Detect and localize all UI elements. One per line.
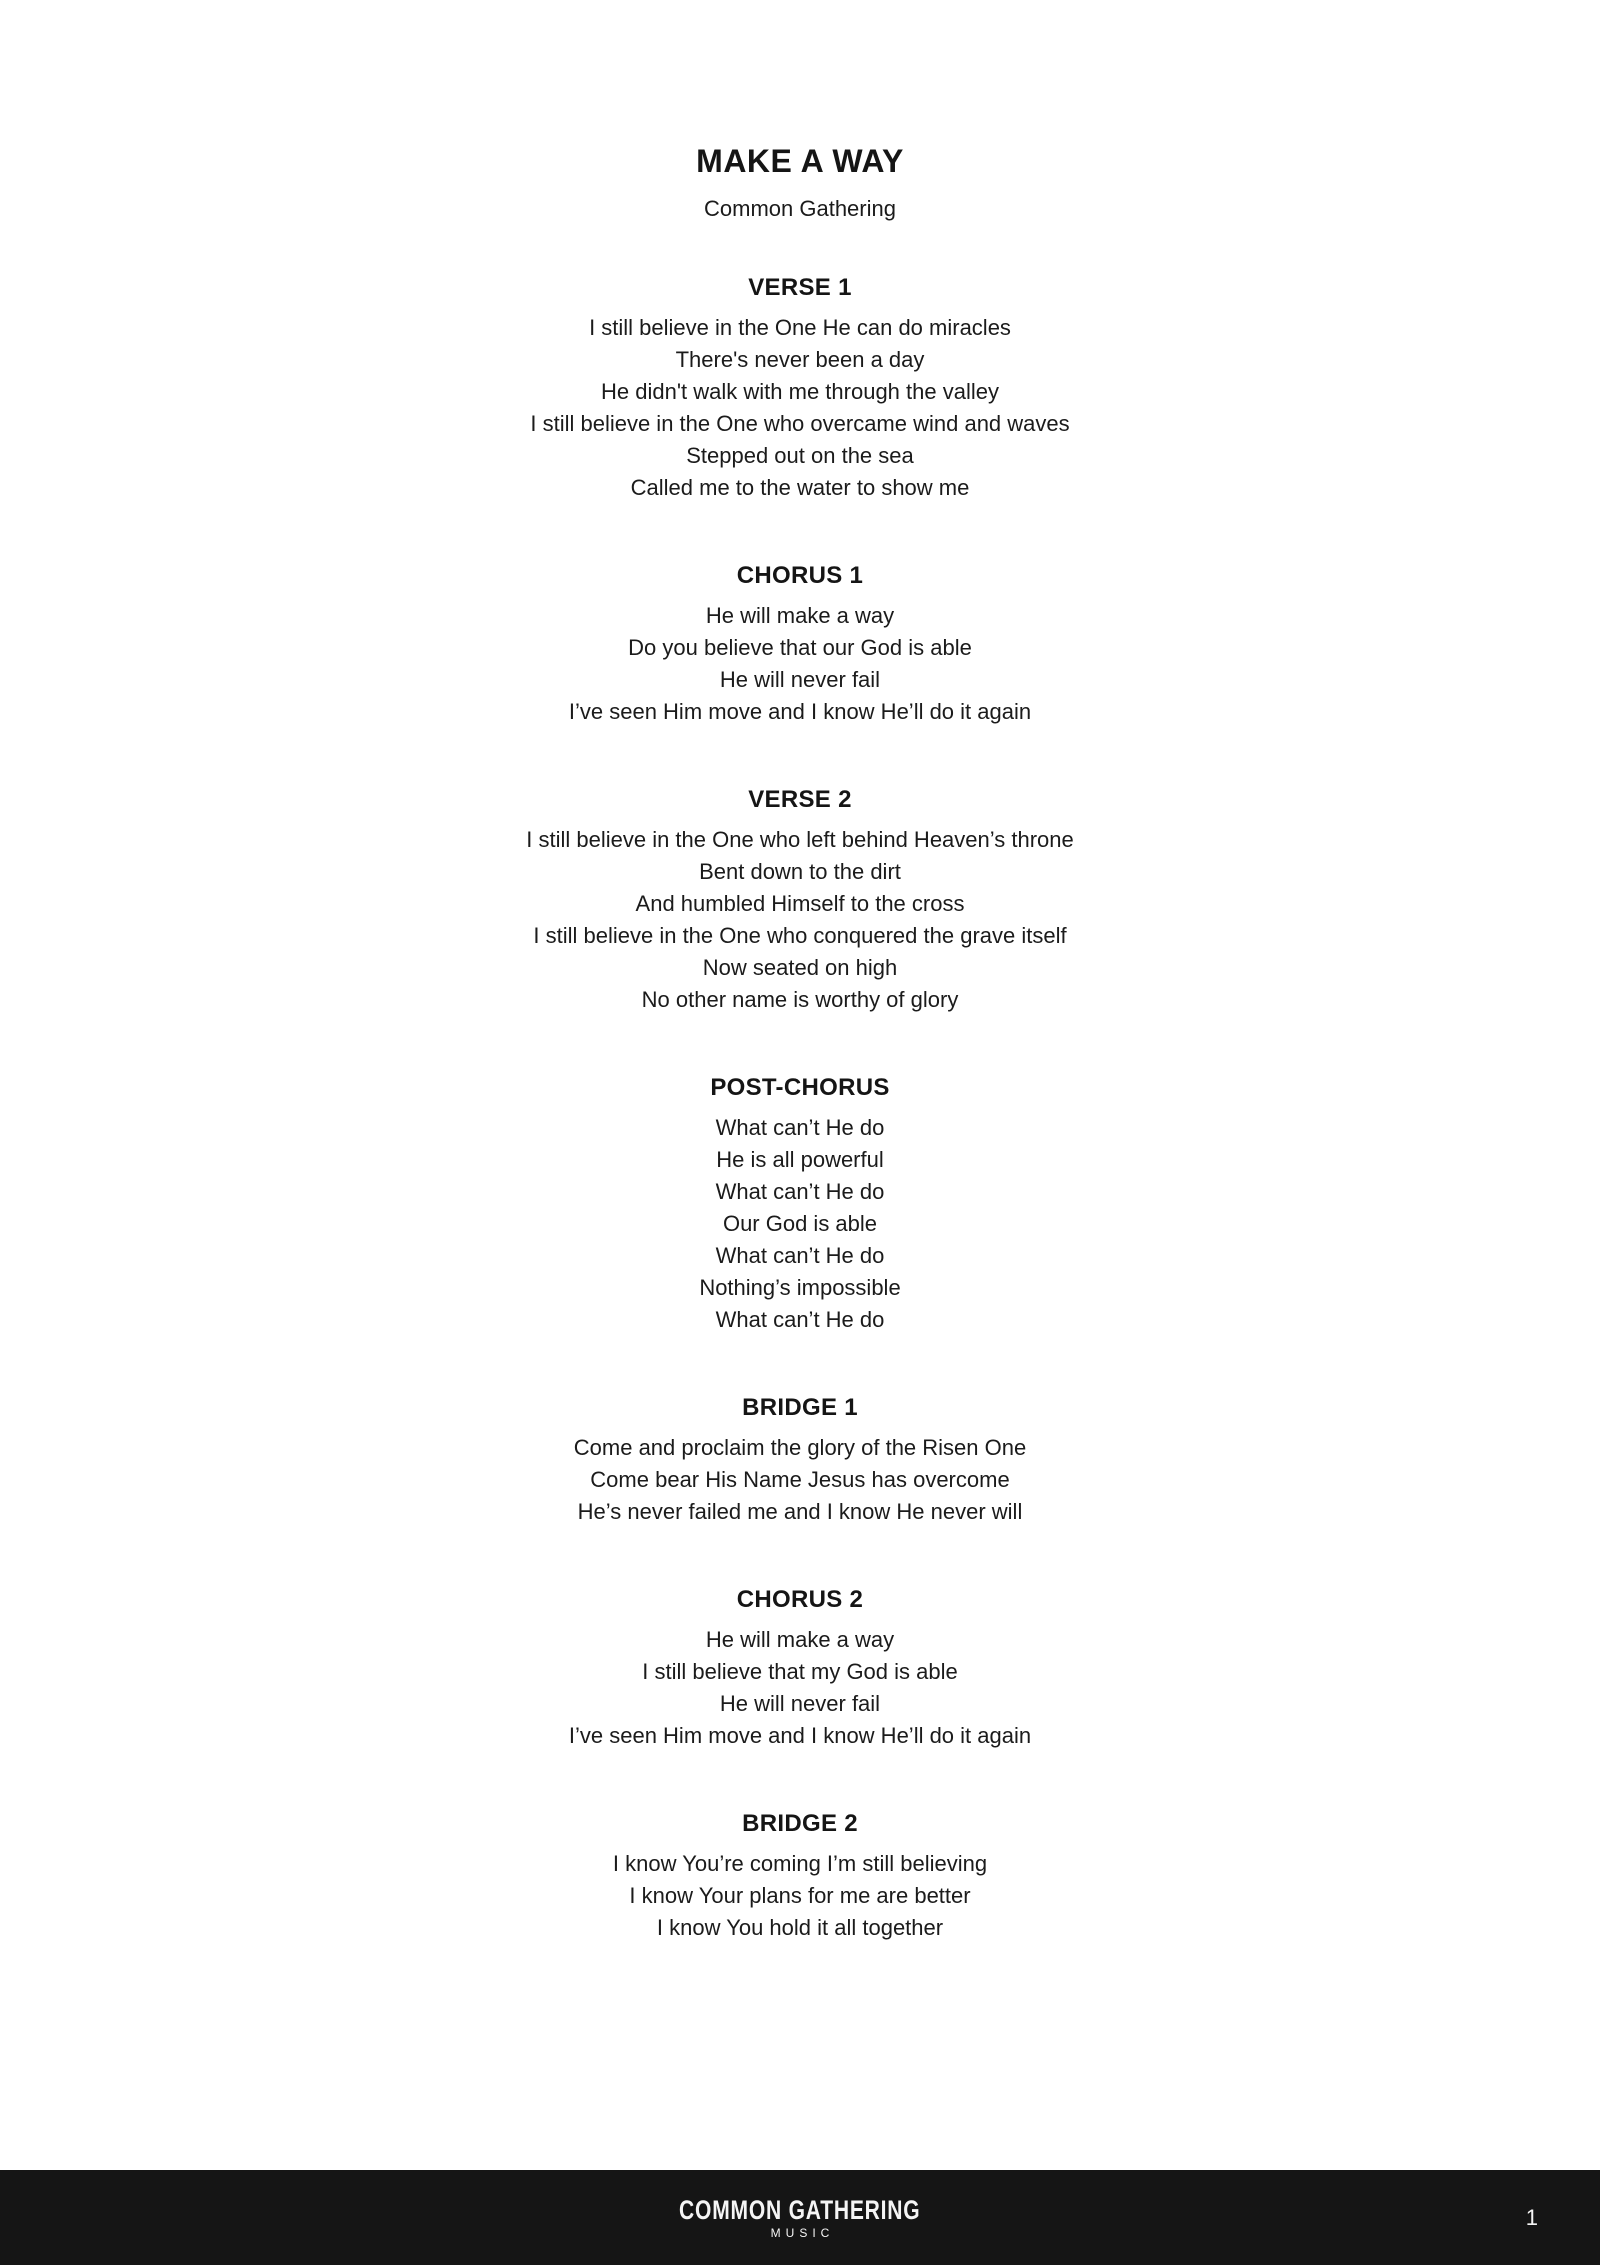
song-section [0, 272, 1600, 504]
song-artist: Common Gathering [704, 196, 896, 221]
song-section [0, 1584, 1600, 1752]
brand-logo [645, 2194, 954, 2240]
song-section [0, 1072, 1600, 1336]
section-header: VERSE 2 [748, 786, 852, 813]
lyric-line: I still believe that my God is able [642, 1659, 958, 1684]
song-section [0, 784, 1600, 1016]
lyric-line: He will never fail [719, 1691, 881, 1716]
section-header: BRIDGE 2 [742, 1810, 858, 1837]
lyrics-sections [0, 272, 1600, 1944]
lyric-line: Bent down to the dirt [699, 859, 901, 884]
lyric-line: What can’t He do [715, 1179, 885, 1204]
lyric-line: He didn't walk with me through the valley [601, 379, 999, 404]
lyric-line: No other name is worthy of glory [641, 987, 959, 1012]
lyric-line: I’ve seen Him move and I know He’ll do it again [568, 1723, 1032, 1748]
lyric-line: He will make a way [705, 603, 895, 628]
lyric-line: There's never been a day [675, 347, 925, 372]
song-section [0, 560, 1600, 728]
lyric-line: He is all powerful [716, 1147, 884, 1172]
lyric-line: Called me to the water to show me [630, 475, 970, 500]
lyric-line: I know You’re coming I’m still believing [612, 1851, 988, 1876]
footer-bar [0, 2170, 1600, 2265]
section-header: POST-CHORUS [710, 1074, 890, 1101]
lyric-line: He’s never failed me and I know He never will [577, 1499, 1023, 1524]
lyric-line: Now seated on high [702, 955, 898, 980]
lyric-line: I know You hold it all together [656, 1915, 944, 1940]
lyric-line: Our God is able [722, 1211, 878, 1236]
lyric-line: I still believe in the One who conquered the grave itself [533, 923, 1067, 948]
lyric-line: He will never fail [719, 667, 881, 692]
lyric-line: What can’t He do [715, 1115, 885, 1140]
song-section [0, 1392, 1600, 1528]
lyric-line: Come and proclaim the glory of the Risen One [573, 1435, 1027, 1460]
section-header: BRIDGE 1 [742, 1394, 858, 1421]
brand-name: COMMON GATHERING [679, 2194, 921, 2225]
song-section [0, 1808, 1600, 1944]
lyric-line: I still believe in the One He can do miracles [589, 315, 1011, 340]
lyric-line: Do you believe that our God is able [628, 635, 972, 660]
lyric-line: I still believe in the One who overcame wind and waves [530, 411, 1070, 436]
lyric-line: I know Your plans for me are better [629, 1883, 971, 1908]
page-number: 1 [1525, 2204, 1538, 2230]
lyric-line: I still believe in the One who left behind Heaven’s throne [526, 827, 1074, 852]
lyric-line: Come bear His Name Jesus has overcome [590, 1467, 1010, 1492]
section-header: VERSE 1 [748, 274, 852, 301]
song-title: MAKE A WAY [696, 143, 904, 179]
lyric-line: I’ve seen Him move and I know He’ll do it again [568, 699, 1032, 724]
lyric-line: What can’t He do [715, 1243, 885, 1268]
lyric-line: Nothing’s impossible [699, 1275, 901, 1300]
lyric-line: He will make a way [705, 1627, 895, 1652]
lyric-line: Stepped out on the sea [686, 443, 914, 468]
lyric-line: What can’t He do [715, 1307, 885, 1332]
brand-sub-label: MUSIC [770, 2225, 835, 2240]
section-header: CHORUS 1 [736, 562, 864, 589]
lyric-line: And humbled Himself to the cross [635, 891, 965, 916]
section-header: CHORUS 2 [736, 1586, 864, 1613]
